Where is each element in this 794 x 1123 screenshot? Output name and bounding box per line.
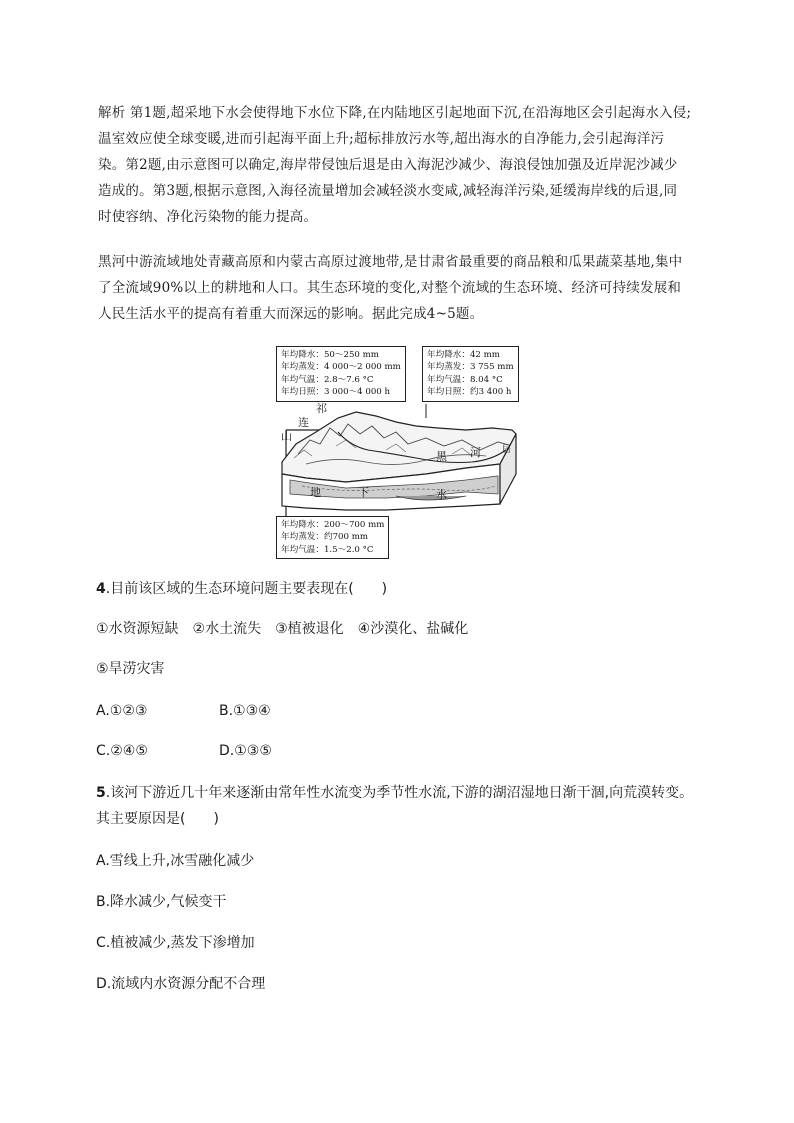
option-5c[interactable]: C.植被减少,蒸发下渗增加 [96, 935, 255, 951]
intro-paragraph [98, 249, 698, 327]
map-label-shui: 水 [436, 488, 447, 501]
analysis-line: 解析 第1题,超采地下水会使得地下水位下降,在内陆地区引起地面下沉,在沿海地区会引起海水入侵; [98, 105, 692, 121]
climate-line: 年均日照：约3 400 h [427, 387, 512, 398]
map-label-lian: 连 [298, 416, 309, 429]
option-4b[interactable]: B.①③④ [219, 703, 271, 719]
intro-line: 人民生活水平的提高有着重大而深远的影响。据此完成4~5题。 [98, 306, 484, 322]
option-4d[interactable]: D.①③⑤ [219, 743, 272, 759]
map-label-di: 地 [310, 486, 321, 499]
climate-line: 年均气温：8.04 °C [427, 374, 503, 385]
option-5a[interactable]: A.雪线上升,冰雪融化减少 [96, 853, 255, 869]
climate-line: 年均气温：2.8～7.6 °C [281, 374, 374, 385]
question-5-stem-line2: 其主要原因是( ) [96, 811, 219, 827]
analysis-line: 时使容纳、净化污染物的能力提高。 [98, 209, 318, 225]
option-5d[interactable]: D.流域内水资源分配不合理 [96, 976, 266, 992]
climate-line: 年均降水：42 mm [427, 350, 500, 360]
climate-box-upper-left [276, 346, 406, 402]
climate-line: 年均降水：50～250 mm [281, 350, 379, 360]
map-label-xia: 下 [358, 486, 369, 499]
climate-line: 年均蒸发：约700 mm [281, 532, 368, 543]
question-5-stem [96, 780, 693, 806]
climate-line: 年均蒸发：3 755 mm [427, 362, 514, 373]
analysis-line: 造成的。第3题,根据示意图,入海径流量增加会减轻淡水变咸,减轻海洋污染,延缓海岸线的后退,同 [98, 183, 678, 199]
map-label-qi: 祁 [316, 402, 327, 415]
climate-line: 年均降水：200～700 mm [281, 520, 385, 530]
analysis-paragraph [98, 100, 698, 230]
climate-line: 年均日照：3 000～4 000 h [281, 387, 391, 398]
option-4c[interactable]: C.②④⑤ [96, 743, 148, 759]
question-4-items-line1: ①水资源短缺 ②水土流失 ③植被退化 ④沙漠化、盐碱化 [96, 621, 469, 637]
climate-box-lower [276, 516, 389, 559]
question-number: 4 [96, 581, 106, 597]
heihe-basin-diagram [276, 346, 534, 560]
question-text: .该河下游近几十年来逐渐由常年性水流变为季节性水流,下游的湖沼湿地日渐干涸,向荒漠转变。 [105, 785, 694, 801]
map-label-ju: 居 [502, 445, 512, 455]
option-5b[interactable]: B.降水减少,气候变干 [96, 894, 227, 910]
climate-line: 年均气温：1.5～2.0 °C [281, 544, 374, 555]
map-label-hei: 黑 [436, 450, 447, 463]
question-4-stem [96, 576, 387, 602]
question-number: 5 [96, 785, 106, 801]
option-4a[interactable]: A.①②③ [96, 703, 148, 719]
climate-line: 年均蒸发：4 000～2 000 mm [281, 362, 401, 373]
question-4-items-line2: ⑤旱涝灾害 [96, 661, 165, 677]
analysis-line: 温室效应使全球变暖,进而引起海平面上升;超标排放污水等,超出海水的自净能力,会引起海洋污 [98, 131, 665, 147]
question-text: .目前该区域的生态环境问题主要表现在( ) [105, 581, 388, 597]
analysis-line: 染。第2题,由示意图可以确定,海岸带侵蚀后退是由入海泥沙减少、海浪侵蚀加强及近岸泥沙减少 [98, 157, 678, 173]
map-label-shan: 山 [281, 430, 292, 443]
intro-line: 了全流域90%以上的耕地和人口。其生态环境的变化,对整个流域的生态环境、经济可持续发展和 [98, 280, 682, 296]
intro-line: 黑河中游流域地处青藏高原和内蒙古高原过渡地带,是甘肃省最重要的商品粮和瓜果蔬菜基地,集中 [98, 254, 683, 270]
map-label-he: 河 [470, 446, 481, 459]
climate-box-upper-right [422, 346, 519, 402]
